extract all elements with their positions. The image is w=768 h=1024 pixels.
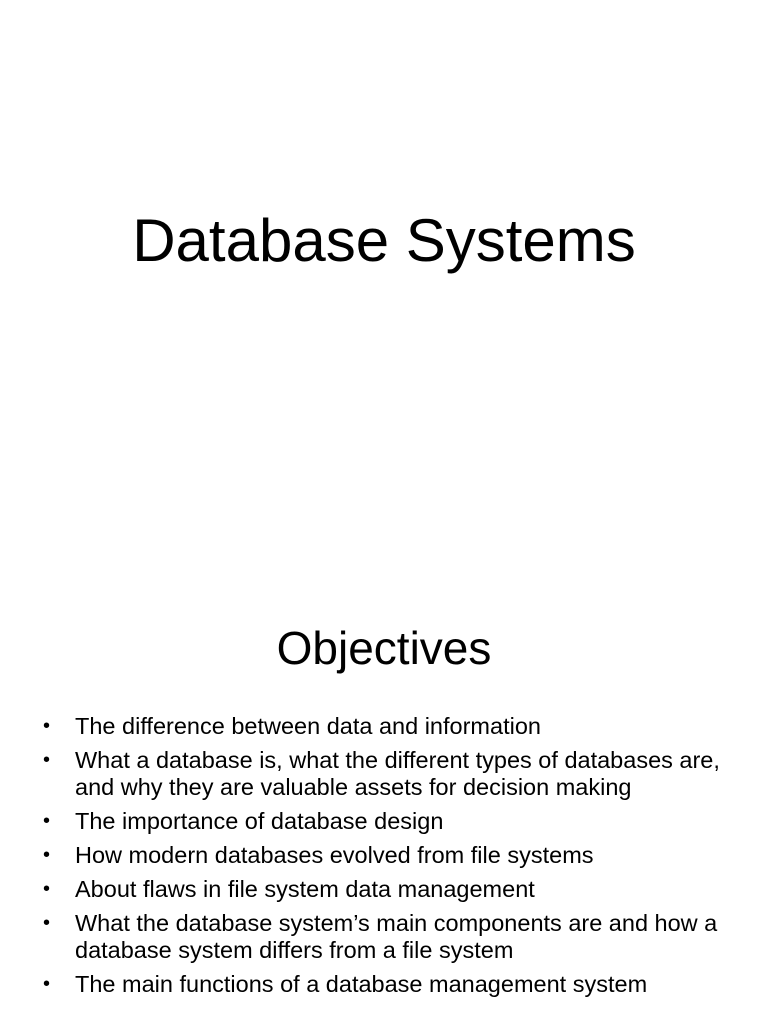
objectives-list <box>0 713 768 1005</box>
objectives-heading: Objectives <box>276 622 492 674</box>
bullet-icon: • <box>43 810 51 833</box>
list-item <box>0 971 768 998</box>
bullet-icon: • <box>43 878 51 901</box>
list-item <box>0 808 768 835</box>
list-item-text: The main functions of a database management system <box>75 971 648 998</box>
bullet-icon: • <box>43 748 51 771</box>
list-item <box>0 910 768 965</box>
list-item <box>0 713 768 740</box>
list-item-text: The difference between data and information <box>75 713 541 739</box>
list-item <box>0 876 768 903</box>
bullet-icon: • <box>43 973 51 996</box>
list-item-text: What a database is, what the different types of databases are, and why they are valuable assets for decision making <box>75 746 720 801</box>
list-item <box>0 842 768 869</box>
list-item <box>0 747 768 802</box>
list-item-text: How modern databases evolved from file systems <box>75 842 594 869</box>
list-item-text: About flaws in file system data management <box>75 876 535 903</box>
list-item-text: The importance of database design <box>75 808 444 835</box>
bullet-icon: • <box>43 715 51 737</box>
bullet-icon: • <box>43 844 51 867</box>
slide-title: Database Systems <box>132 207 636 274</box>
objectives-slide <box>0 576 768 1024</box>
bullet-icon: • <box>43 911 51 934</box>
list-item-text: What the database system’s main components are and how a database system differs from a file system <box>75 909 718 964</box>
